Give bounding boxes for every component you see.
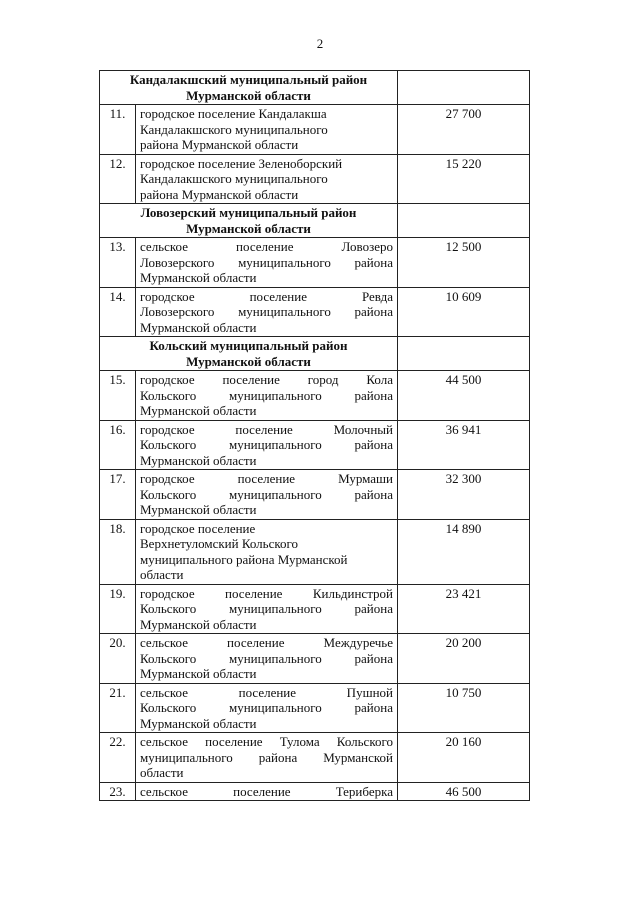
settlement-name-line: области xyxy=(140,567,184,582)
page-number: 2 xyxy=(316,36,324,51)
settlement-name-line: сельское поселение Териберка xyxy=(140,783,393,799)
settlement-name-line: городское поселение Кандалакша xyxy=(140,106,327,121)
section-title-line: Мурманской области xyxy=(186,353,311,369)
settlement-name-line: муниципального района Мурманской xyxy=(140,551,348,567)
settlement-name xyxy=(136,371,398,421)
section-value-cell xyxy=(398,204,530,238)
section-header-row xyxy=(100,204,530,238)
row-number: 22. xyxy=(100,733,136,783)
table-row xyxy=(100,584,530,634)
section-header-row xyxy=(100,337,530,371)
settlement-name-line: сельское поселение Междуречье xyxy=(140,635,393,650)
row-number: 16. xyxy=(100,420,136,470)
row-number: 20. xyxy=(100,634,136,684)
amount-value: 20 200 xyxy=(398,634,530,684)
settlement-name-line: Мурманской области xyxy=(140,616,257,632)
settlement-name-line: Мурманской области xyxy=(140,270,257,285)
settlement-name-line: Кандалакшского муниципального xyxy=(140,171,328,186)
settlement-name-line: Кольского муниципального района xyxy=(140,601,393,616)
section-title xyxy=(100,204,398,238)
row-number: 21. xyxy=(100,683,136,733)
settlement-name xyxy=(136,584,398,634)
settlement-name xyxy=(136,683,398,733)
settlement-name-line: городское поселение Кильдинстрой xyxy=(140,585,393,601)
section-title xyxy=(100,337,398,371)
settlement-name xyxy=(136,782,398,801)
table-row xyxy=(100,420,530,470)
table-row xyxy=(100,371,530,421)
settlement-name-line: района Мурманской области xyxy=(140,186,299,202)
settlement-name-line: Мурманской области xyxy=(140,319,257,335)
amount-value: 20 160 xyxy=(398,733,530,783)
amount-value: 32 300 xyxy=(398,470,530,520)
settlement-name xyxy=(136,733,398,783)
settlement-name-line: Ловозерского муниципального района xyxy=(140,304,393,319)
settlement-name-line: Мурманской области xyxy=(140,715,257,731)
settlement-name-line: Кольского муниципального района xyxy=(140,437,393,452)
settlement-name xyxy=(136,287,398,337)
settlement-name-line: Кольского муниципального района xyxy=(140,387,393,403)
table-row xyxy=(100,634,530,684)
section-title-line: Мурманской области xyxy=(186,87,311,103)
amount-value: 23 421 xyxy=(398,584,530,634)
amount-value: 44 500 xyxy=(398,371,530,421)
table-row xyxy=(100,683,530,733)
table-row xyxy=(100,519,530,584)
settlement-name-line: городское поселение Мурмаши xyxy=(140,471,393,486)
amount-value: 14 890 xyxy=(398,519,530,584)
section-title xyxy=(100,71,398,105)
settlement-name-line: Мурманской области xyxy=(140,452,257,468)
allocation-table xyxy=(99,70,530,801)
section-value-cell xyxy=(398,337,530,371)
table-row xyxy=(100,733,530,783)
row-number: 14. xyxy=(100,287,136,337)
settlement-name xyxy=(136,154,398,204)
amount-value: 10 609 xyxy=(398,287,530,337)
settlement-name-line: муниципального района Мурманской xyxy=(140,749,393,765)
amount-value: 46 500 xyxy=(398,782,530,801)
table-row xyxy=(100,470,530,520)
table-row xyxy=(100,238,530,288)
settlement-name-line: сельское поселение Пушной xyxy=(140,684,393,700)
settlement-name-line: области xyxy=(140,765,184,780)
settlement-name-line: Кандалакшского муниципального xyxy=(140,121,328,137)
settlement-name-line: городское поселение xyxy=(140,520,256,536)
settlement-name-line: Кольского муниципального района xyxy=(140,486,393,502)
section-title-line: Кандалакшский муниципальный район xyxy=(129,72,368,87)
settlement-name-line: района Мурманской области xyxy=(140,137,299,152)
amount-value: 27 700 xyxy=(398,105,530,155)
settlement-name xyxy=(136,470,398,520)
amount-value: 12 500 xyxy=(398,238,530,288)
section-title-line: Мурманской области xyxy=(186,220,311,236)
settlement-name xyxy=(136,105,398,155)
settlement-name xyxy=(136,519,398,584)
settlement-name-line: Кольского муниципального района xyxy=(140,650,393,666)
row-number: 15. xyxy=(100,371,136,421)
settlement-name-line: городское поселение Молочный xyxy=(140,421,393,437)
row-number: 13. xyxy=(100,238,136,288)
row-number: 11. xyxy=(100,105,136,155)
settlement-name xyxy=(136,238,398,288)
settlement-name-line: Мурманской области xyxy=(140,403,257,418)
settlement-name-line: Ловозерского муниципального района xyxy=(140,254,393,270)
settlement-name-line: Мурманской области xyxy=(140,502,257,517)
settlement-name-line: городское поселение Зеленоборский xyxy=(140,155,343,171)
row-number: 18. xyxy=(100,519,136,584)
settlement-name-line: городское поселение Ревда xyxy=(140,288,393,304)
settlement-name-line: Кольского муниципального района xyxy=(140,700,393,715)
settlement-name-line: сельское поселение Ловозеро xyxy=(140,239,393,254)
section-value-cell xyxy=(398,71,530,105)
settlement-name-line: сельское поселение Тулома Кольского xyxy=(140,734,393,749)
section-title-line: Ловозерский муниципальный район xyxy=(140,205,357,220)
row-number: 19. xyxy=(100,584,136,634)
table-body xyxy=(100,71,530,801)
row-number: 12. xyxy=(100,154,136,204)
section-title-line: Кольский муниципальный район xyxy=(149,338,348,353)
settlement-name xyxy=(136,420,398,470)
table-row xyxy=(100,105,530,155)
table-row xyxy=(100,287,530,337)
row-number: 17. xyxy=(100,470,136,520)
table-row xyxy=(100,782,530,801)
section-header-row xyxy=(100,71,530,105)
row-number: 23. xyxy=(100,782,136,801)
settlement-name xyxy=(136,634,398,684)
settlement-name-line: городское поселение город Кола xyxy=(140,372,393,387)
settlement-name-line: Верхнетуломский Кольского xyxy=(140,536,299,551)
amount-value: 10 750 xyxy=(398,683,530,733)
amount-value: 36 941 xyxy=(398,420,530,470)
amount-value: 15 220 xyxy=(398,154,530,204)
table-row xyxy=(100,154,530,204)
settlement-name-line: Мурманской области xyxy=(140,666,257,681)
